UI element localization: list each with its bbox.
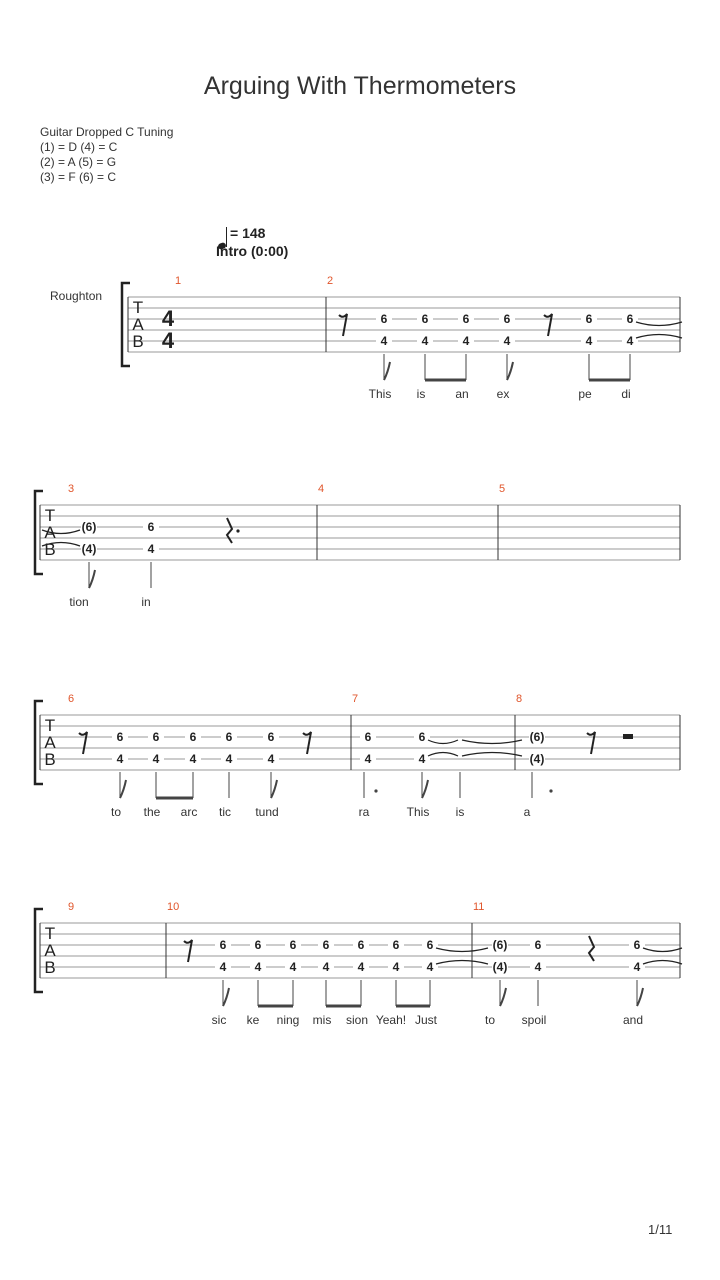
note-flag	[500, 988, 506, 1006]
fret-number: 4	[267, 752, 275, 766]
lyric-syllable: and	[622, 1013, 644, 1027]
tie	[428, 740, 458, 744]
fret-number: (6)	[529, 730, 545, 744]
lyric-syllable: tion	[69, 595, 89, 609]
eighth-rest-icon	[544, 314, 552, 336]
fret-number: 4	[219, 960, 227, 974]
measure-number: 1	[175, 275, 182, 287]
lyric-syllable: arc	[180, 805, 198, 819]
measure-number: 7	[352, 693, 359, 705]
lyric-syllable: mis	[312, 1013, 332, 1027]
note-flag	[384, 362, 390, 380]
fret-number: 6	[116, 730, 124, 744]
note-flag	[507, 362, 513, 380]
section-label: Intro (0:00)	[216, 243, 289, 259]
fret-number: 4	[392, 960, 400, 974]
tab-clef-a: A	[44, 733, 56, 752]
tie	[462, 753, 522, 757]
fret-number: 6	[219, 938, 227, 952]
page-number: 1/11	[648, 1222, 673, 1237]
lyric-syllable: ra	[358, 805, 370, 819]
fret-number: 6	[421, 312, 429, 326]
fret-number: 6	[147, 520, 155, 534]
rest-dot	[236, 529, 239, 532]
measure-number: 3	[68, 483, 75, 495]
fret-number: 4	[254, 960, 262, 974]
fret-number: 4	[152, 752, 160, 766]
fret-number: (4)	[492, 960, 508, 974]
fret-number: 6	[585, 312, 593, 326]
eighth-rest-icon	[184, 940, 192, 962]
lyric-syllable: is	[455, 805, 465, 819]
fret-number: 4	[147, 542, 155, 556]
lyric-syllable: Just	[414, 1013, 438, 1027]
fret-number: 4	[626, 334, 634, 348]
tab-clef-t: T	[44, 716, 56, 735]
track-name: Roughton	[50, 289, 103, 303]
tab-clef-t: T	[44, 924, 56, 943]
measure-number: 8	[516, 693, 523, 705]
lyric-syllable: tund	[255, 805, 279, 819]
eighth-rest-icon	[587, 732, 595, 754]
measure-number: 11	[473, 901, 485, 913]
fret-number: 4	[462, 334, 470, 348]
note-flag	[422, 780, 428, 798]
lyric-syllable: This	[368, 387, 392, 401]
tie	[428, 753, 458, 757]
lyric-syllable: pe	[578, 387, 592, 401]
measure-number: 4	[318, 483, 325, 495]
note-flag	[223, 988, 229, 1006]
tab-clef-b: B	[44, 750, 56, 769]
lyric-syllable: a	[523, 805, 531, 819]
note-flag	[271, 780, 277, 798]
system-bracket	[35, 491, 43, 574]
quarter-rest-icon	[227, 518, 232, 543]
note-flag	[637, 988, 643, 1006]
fret-number: 6	[503, 312, 511, 326]
tab-clef-t: T	[132, 298, 144, 317]
note-flag	[120, 780, 126, 798]
fret-number: 4	[585, 334, 593, 348]
lyric-syllable: an	[455, 387, 469, 401]
half-rest-icon	[623, 734, 633, 739]
fret-number: 6	[380, 312, 388, 326]
fret-number: 4	[503, 334, 511, 348]
fret-number: 4	[189, 752, 197, 766]
system-bracket	[35, 701, 43, 784]
fret-number: 6	[364, 730, 372, 744]
measure-number: 6	[68, 693, 75, 705]
fret-number: 6	[357, 938, 365, 952]
lyric-syllable: ke	[246, 1013, 260, 1027]
time-signature-top: 4	[161, 306, 175, 331]
tab-clef-a: A	[44, 941, 56, 960]
tab-clef-b: B	[44, 958, 56, 977]
lyric-syllable: is	[416, 387, 426, 401]
tab-clef-b: B	[44, 540, 56, 559]
tie	[636, 322, 682, 326]
lyric-syllable: the	[143, 805, 161, 819]
fret-number: 4	[225, 752, 233, 766]
fret-number: 4	[364, 752, 372, 766]
fret-number: 6	[225, 730, 233, 744]
eighth-rest-icon	[303, 732, 311, 754]
lyric-syllable: to	[484, 1013, 496, 1027]
fret-number: 6	[626, 312, 634, 326]
lyric-syllable: sic	[211, 1013, 227, 1027]
fret-number: 6	[254, 938, 262, 952]
fret-number: (4)	[81, 542, 97, 556]
measure-number: 10	[167, 901, 180, 913]
song-title: Arguing With Thermometers	[203, 72, 517, 100]
fret-number: 6	[462, 312, 470, 326]
measure-number: 9	[68, 901, 75, 913]
eighth-rest-icon	[339, 314, 347, 336]
tie	[636, 335, 682, 339]
fret-number: 6	[418, 730, 426, 744]
fret-number: (6)	[492, 938, 508, 952]
lyric-syllable: to	[110, 805, 122, 819]
lyric-syllable: This	[406, 805, 430, 819]
lyric-syllable: spoil	[521, 1013, 547, 1027]
lyric-syllable: tic	[219, 805, 231, 819]
fret-number: 4	[322, 960, 330, 974]
system-bracket	[35, 909, 43, 992]
quarter-rest-icon	[589, 936, 594, 961]
tuning-line: (1) = D (4) = C	[40, 140, 118, 154]
fret-number: 6	[289, 938, 297, 952]
tempo-value: = 148	[230, 225, 266, 241]
tuning-line: (2) = A (5) = G	[40, 155, 117, 169]
fret-number: 6	[534, 938, 542, 952]
fret-number: 6	[322, 938, 330, 952]
tab-clef-t: T	[44, 506, 56, 525]
tuning-line: (3) = F (6) = C	[40, 170, 117, 184]
fret-number: 4	[380, 334, 388, 348]
fret-number: 4	[357, 960, 365, 974]
fret-number: (6)	[81, 520, 97, 534]
fret-number: 6	[189, 730, 197, 744]
fret-number: 6	[633, 938, 641, 952]
fret-number: 6	[392, 938, 400, 952]
measure-number: 5	[499, 483, 506, 495]
fret-number: 6	[152, 730, 160, 744]
lyric-syllable: sion	[345, 1013, 369, 1027]
fret-number: 4	[116, 752, 124, 766]
fret-number: 4	[421, 334, 429, 348]
lyric-syllable: ning	[276, 1013, 300, 1027]
lyric-syllable: ex	[496, 387, 510, 401]
lyric-syllable: di	[621, 387, 631, 401]
lyric-syllable: Yeah!	[375, 1013, 407, 1027]
time-signature-bottom: 4	[161, 328, 175, 353]
tie	[436, 948, 488, 952]
tab-clef-a: A	[44, 523, 56, 542]
dot	[549, 789, 552, 792]
tie	[462, 740, 522, 744]
tie	[643, 961, 682, 965]
fret-number: (4)	[529, 752, 545, 766]
fret-number: 4	[418, 752, 426, 766]
fret-number: 6	[267, 730, 275, 744]
tab-clef-b: B	[132, 332, 144, 351]
dot	[374, 789, 377, 792]
tie	[643, 948, 682, 952]
fret-number: 6	[426, 938, 434, 952]
eighth-rest-icon	[79, 732, 87, 754]
fret-number: 4	[289, 960, 297, 974]
system-bracket	[122, 283, 130, 366]
fret-number: 4	[534, 960, 542, 974]
note-flag	[89, 570, 95, 588]
tuning-name: Guitar Dropped C Tuning	[40, 125, 174, 139]
lyric-syllable: in	[141, 595, 151, 609]
fret-number: 4	[426, 960, 434, 974]
measure-number: 2	[327, 275, 334, 287]
tab-clef-a: A	[132, 315, 144, 334]
tie	[436, 961, 488, 965]
fret-number: 4	[633, 960, 641, 974]
